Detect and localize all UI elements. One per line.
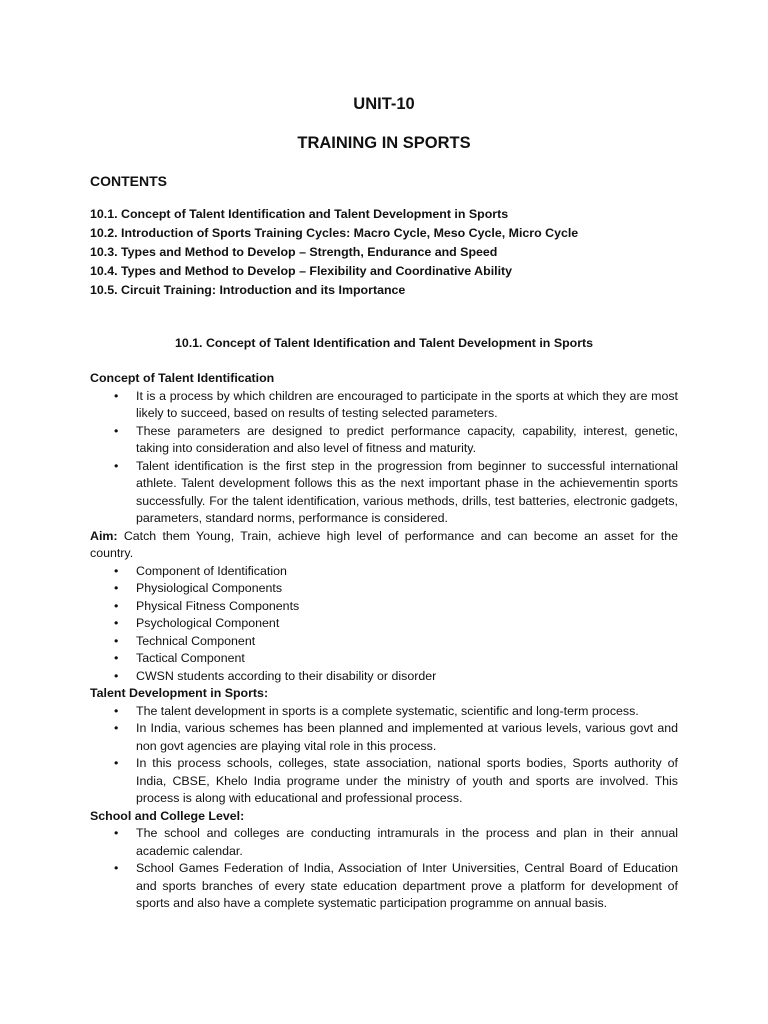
list-item: • CWSN students according to their disability or disorder xyxy=(90,668,678,686)
contents-heading: CONTENTS xyxy=(90,173,167,189)
list-item: • These parameters are designed to predict performance capacity, capability, interest, genetic, taking into consideration and also level of fitness and maturity. xyxy=(90,423,678,458)
list-item: • Talent identification is the first step in the progression from beginner to successful international athlete. Talent development follows this as the next important phase in the achievementin sports successfully. For the talent identification, various methods, drills, test batteries, electronic gadgets, parameters, standard norms, performance is considered. xyxy=(90,458,678,528)
development-list xyxy=(90,703,678,808)
school-heading: School and College Level: xyxy=(90,808,245,823)
list-item: • Physiological Components xyxy=(90,580,678,598)
contents-list xyxy=(90,205,678,300)
list-item: • In India, various schemes has been planned and implemented at various levels, various govt and non govt agencies are playing vital role in this process. xyxy=(90,720,678,755)
concept-heading: Concept of Talent Identification xyxy=(90,371,275,385)
list-item: • Tactical Component xyxy=(90,650,678,668)
aim-label: Aim: xyxy=(90,528,118,543)
contents-item: 10.5. Circuit Training: Introduction and its Importance xyxy=(90,283,406,297)
unit-heading: UNIT-10 xyxy=(353,95,415,113)
list-item: • Physical Fitness Components xyxy=(90,598,678,616)
contents-item: 10.2. Introduction of Sports Training Cycles: Macro Cycle, Meso Cycle, Micro Cycle xyxy=(90,226,579,240)
list-item: • The school and colleges are conducting intramurals in the process and plan in their annual academic calendar. xyxy=(90,825,678,860)
aim-text: Catch them Young, Train, achieve high level of performance and can become an asset for the country. xyxy=(90,528,678,560)
aim-paragraph xyxy=(90,528,678,563)
list-item: • Psychological Component xyxy=(90,615,678,633)
page-title: TRAINING IN SPORTS xyxy=(297,134,471,152)
contents-item: 10.3. Types and Method to Develop – Strength, Endurance and Speed xyxy=(90,245,498,259)
section-body xyxy=(90,370,678,913)
list-item: • In this process schools, colleges, state association, national sports bodies, Sports authority of India, CBSE, Khelo India programe under the ministry of youth and sports are involved. This process is along with educational and professional process. xyxy=(90,755,678,808)
concept-list xyxy=(90,388,678,528)
contents-item: 10.4. Types and Method to Develop – Flexibility and Coordinative Ability xyxy=(90,264,513,278)
contents-item: 10.1. Concept of Talent Identification and Talent Development in Sports xyxy=(90,207,509,221)
development-heading: Talent Development in Sports: xyxy=(90,686,269,700)
school-list xyxy=(90,825,678,913)
list-item: • The talent development in sports is a complete systematic, scientific and long-term process. xyxy=(90,703,678,721)
list-item: • It is a process by which children are encouraged to participate in the sports at which they are most likely to succeed, based on results of testing selected parameters. xyxy=(90,388,678,423)
list-item: • School Games Federation of India, Association of Inter Universities, Central Board of Education and sports branches of every state education department prove a platform for development of sports and also have a complete systematic participation programme on annual basis. xyxy=(90,860,678,913)
component-list xyxy=(90,563,678,686)
list-item: • Technical Component xyxy=(90,633,678,651)
list-item: • Component of Identification xyxy=(90,563,678,581)
section-heading: 10.1. Concept of Talent Identification and Talent Development in Sports xyxy=(174,336,594,350)
